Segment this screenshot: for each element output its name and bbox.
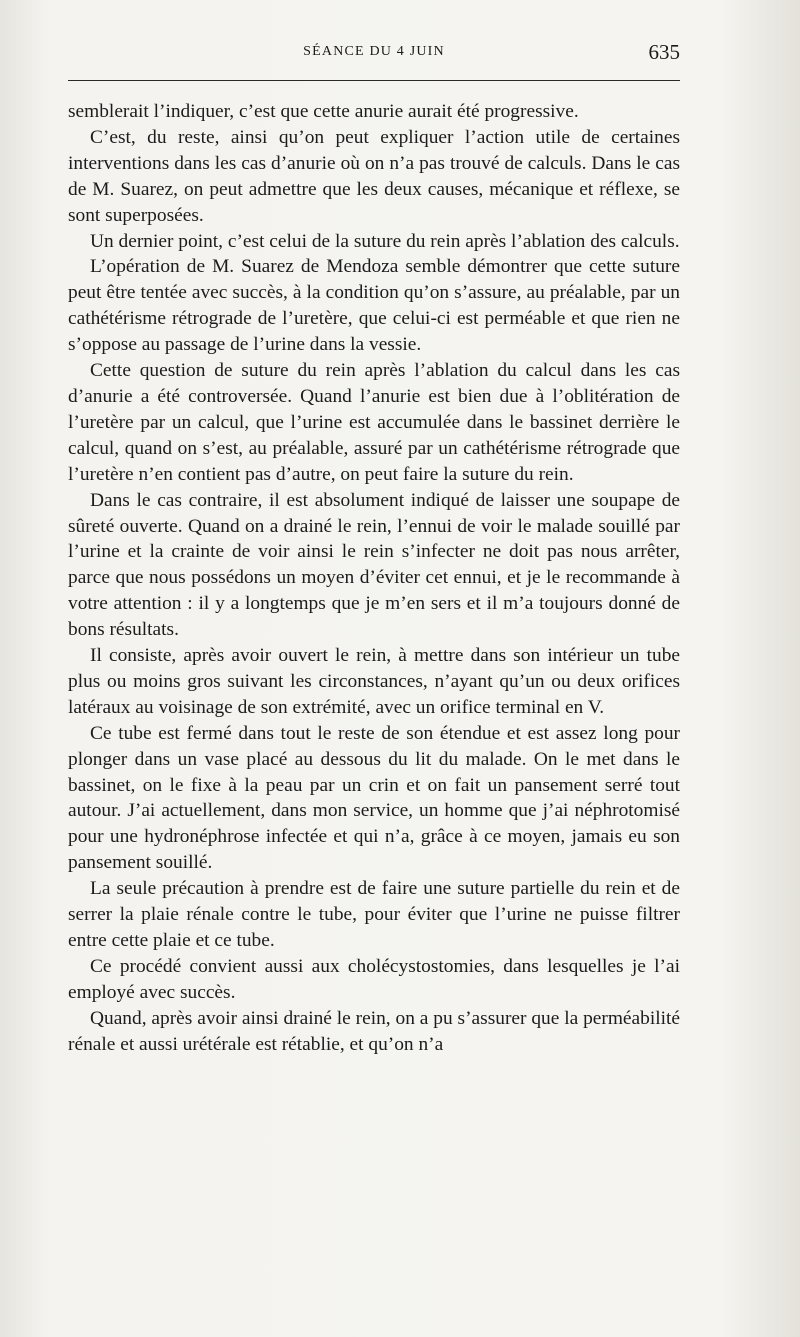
paragraph-8: Ce tube est fermé dans tout le reste de son étendue et est assez long pour plonger dans un vase placé au dessous du lit du malade. On le met dans le bassinet, on le fixe à la peau par un crin et on fait un pansement serré tout autour. J’ai actuellement, dans mon service, un homme que j’ai néphrotomisé pour une hydronéphrose infectée et qui n’a, grâce à ce moyen, jamais eu son pansement souillé. — [68, 722, 680, 874]
page-header — [68, 40, 680, 68]
paragraph-5: Cette question de suture du rein après l’ablation du calcul dans les cas d’anurie a été controversée. Quand l’anurie est bien due à l’oblitération de l’uretère par un calcul, que l’urine est accumulée dans le bassinet derrière le calcul, quand on s’est, au préalable, assuré par un cathétérisme rétrograde que l’uretère n’en contient pas d’autre, on peut faire la suture du rein. — [68, 360, 680, 485]
paragraph-4: L’opération de M. Suarez de Mendoza semble démontrer que cette suture peut être tentée avec succès, à la condition qu’on s’assure, au préalable, par un cathétérisme rétrograde de l’uretère, que celui-ci est perméable et que rien ne s’oppose au passage de l’urine dans la vessie. — [68, 256, 680, 356]
body-text — [68, 99, 680, 1058]
paragraph-11: Quand, après avoir ainsi drainé le rein, on a pu s’assurer que la perméabilité rénale et aussi urétérale est rétablie, et qu’on n’a — [68, 1007, 680, 1055]
header-rule — [68, 80, 680, 81]
paragraph-1: semblerait l’indiquer, c’est que cette anurie aurait été progressive. — [68, 101, 579, 122]
paragraph-6: Dans le cas contraire, il est absolument indiqué de laisser une soupape de sûreté ouverte. Quand on a drainé le rein, l’ennui de voir le malade souillé par l’urine et la crainte de voir ainsi le rein s’infecter ne doit pas nous arrêter, parce que nous possédons un moyen d’éviter cet ennui, et je le recommande à votre attention : il y a longtemps que je m’en sers et il m’a toujours donné de bons résultats. — [68, 489, 680, 641]
paragraph-7: Il consiste, après avoir ouvert le rein, à mettre dans son intérieur un tube plus ou moins gros suivant les circonstances, n’ayant qu’un ou deux orifices latéraux au voisinage de son extrémité, avec un orifice terminal en V. — [68, 645, 680, 718]
paragraph-9: La seule précaution à prendre est de faire une suture partielle du rein et de serrer la plaie rénale contre le tube, pour éviter que l’urine ne puisse filtrer entre cette plaie et ce tube. — [68, 878, 680, 951]
page-number: 635 — [648, 40, 680, 64]
paragraph-2: C’est, du reste, ainsi qu’on peut expliquer l’action utile de certaines interventions dans les cas d’anurie où on n’a pas trouvé de calculs. Dans le cas de M. Suarez, on peut admettre que les deux causes, mécanique et réflexe, se sont superposées. — [68, 126, 680, 226]
paragraph-10: Ce procédé convient aussi aux cholécystostomies, dans lesquelles je l’ai employé avec succès. — [68, 955, 680, 1003]
running-title: SÉANCE DU 4 JUIN — [303, 44, 445, 59]
paragraph-3: Un dernier point, c’est celui de la suture du rein après l’ablation des calculs. — [90, 230, 680, 252]
